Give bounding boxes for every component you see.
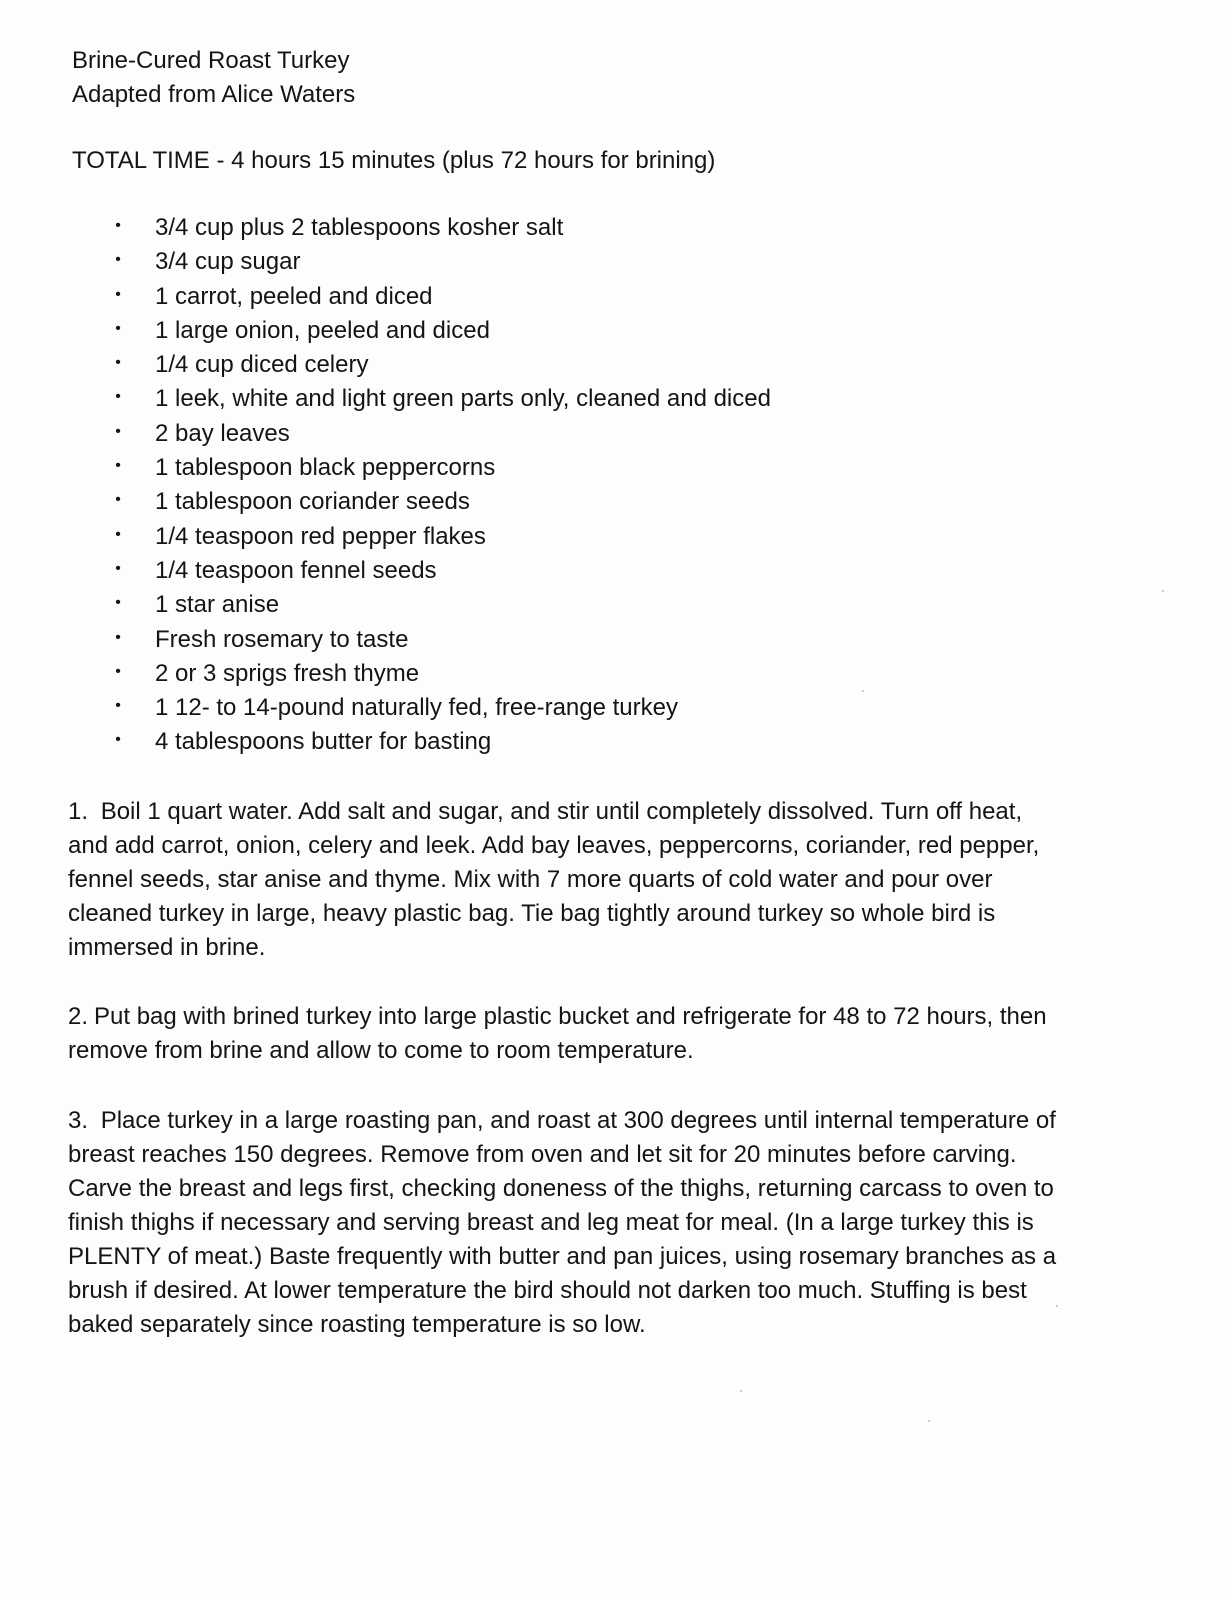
bullet-icon: •	[115, 559, 121, 577]
bullet-icon: •	[115, 285, 121, 303]
ingredient-item	[0, 314, 771, 348]
total-time: TOTAL TIME - 4 hours 15 minutes (plus 72 hours for brining)	[72, 147, 716, 174]
bullet-icon: •	[115, 422, 121, 440]
ingredient-text: 3/4 cup sugar	[155, 248, 301, 276]
bullet-icon: •	[115, 525, 121, 543]
ingredient-text: 2 bay leaves	[155, 419, 290, 447]
ingredient-list	[0, 211, 771, 760]
instruction-step-1	[68, 795, 1068, 965]
ingredient-item	[0, 554, 771, 588]
scan-speck	[1056, 1305, 1058, 1307]
ingredient-item	[0, 623, 771, 657]
ingredient-text: 3/4 cup plus 2 tablespoons kosher salt	[155, 214, 564, 241]
ingredient-item	[0, 451, 771, 485]
ingredient-item	[0, 211, 771, 245]
scan-speck	[862, 690, 864, 692]
ingredient-item	[0, 280, 771, 314]
ingredient-text: 4 tablespoons butter for basting	[155, 728, 492, 756]
step-number: 2.	[68, 1003, 89, 1030]
bullet-icon: •	[115, 628, 121, 646]
ingredient-text: 1 leek, white and light green parts only, cleaned and diced	[155, 385, 771, 413]
ingredient-text: 1/4 teaspoon fennel seeds	[155, 556, 437, 584]
bullet-icon: •	[115, 697, 121, 715]
scan-speck	[928, 1420, 930, 1422]
ingredient-text: 1/4 teaspoon red pepper flakes	[155, 522, 486, 550]
step-number: 1.	[68, 798, 89, 825]
ingredient-text: 1 tablespoon black peppercorns	[155, 454, 496, 482]
bullet-icon: •	[115, 388, 121, 406]
ingredient-item	[0, 657, 771, 691]
ingredient-text: 1 carrot, peeled and diced	[155, 282, 433, 310]
bullet-icon: •	[115, 491, 121, 509]
ingredient-item	[0, 588, 771, 622]
step-text: Put bag with brined turkey into large plastic bucket and refrigerate for 48 to 72 hours, then remove from brine and allow to come to room temperature.	[68, 1003, 1047, 1064]
bullet-icon: •	[115, 319, 121, 337]
ingredient-item	[0, 382, 771, 416]
ingredient-text: 1 large onion, peeled and diced	[155, 316, 490, 344]
step-number: 3.	[68, 1107, 89, 1134]
ingredient-text: 1 tablespoon coriander seeds	[155, 488, 470, 516]
instruction-step-2	[68, 1000, 1068, 1068]
bullet-icon: •	[115, 594, 121, 612]
step-text: Place turkey in a large roasting pan, and roast at 300 degrees until internal temperature of breast reaches 150 degrees. Remove from oven and let sit for 20 minutes before carving. Carve the breast and legs first, checking doneness of the thighs, returning carcass to oven to finish thighs if necessary and serving breast and leg meat for meal. (In a large turkey this is PLENTY of meat.) Baste frequently with butter and pan juices, using rosemary branches as a brush if desired. At lower temperature the bird should not darken too much. Stuffing is best baked separately since roasting temperature is so low.	[68, 1107, 1057, 1338]
ingredient-item	[0, 485, 771, 519]
ingredient-item	[0, 417, 771, 451]
scan-speck	[1162, 590, 1164, 592]
bullet-icon: •	[115, 354, 121, 372]
ingredient-item	[0, 691, 771, 725]
ingredient-item	[0, 245, 771, 279]
bullet-icon: •	[115, 662, 121, 680]
step-text: Boil 1 quart water. Add salt and sugar, and stir until completely dissolved. Turn off heat, and add carrot, onion, celery and leek. Add bay leaves, peppercorns, coriander, red pepper, fennel seeds, star anise and thyme. Mix with 7 more quarts of cold water and pour over cleaned turkey in large, heavy plastic bag. Tie bag tightly around turkey so whole bird is immersed in brine.	[68, 798, 1040, 961]
ingredient-item	[0, 520, 771, 554]
ingredient-item	[0, 725, 771, 759]
bullet-icon: •	[115, 457, 121, 475]
recipe-attribution: Adapted from Alice Waters	[72, 81, 356, 108]
ingredient-text: 1 star anise	[155, 591, 280, 619]
recipe-header	[72, 44, 355, 112]
bullet-icon: •	[115, 731, 121, 749]
ingredient-text: 1 12- to 14-pound naturally fed, free-range turkey	[155, 694, 678, 722]
bullet-icon: •	[115, 251, 121, 269]
ingredient-text: 1/4 cup diced celery	[155, 351, 369, 379]
scan-speck	[740, 1390, 742, 1392]
instruction-step-3	[68, 1104, 1068, 1342]
ingredient-text: Fresh rosemary to taste	[155, 625, 409, 653]
ingredient-item	[0, 348, 771, 382]
bullet-icon: •	[115, 217, 121, 234]
ingredient-text: 2 or 3 sprigs fresh thyme	[155, 659, 420, 687]
recipe-title: Brine-Cured Roast Turkey	[72, 47, 350, 74]
